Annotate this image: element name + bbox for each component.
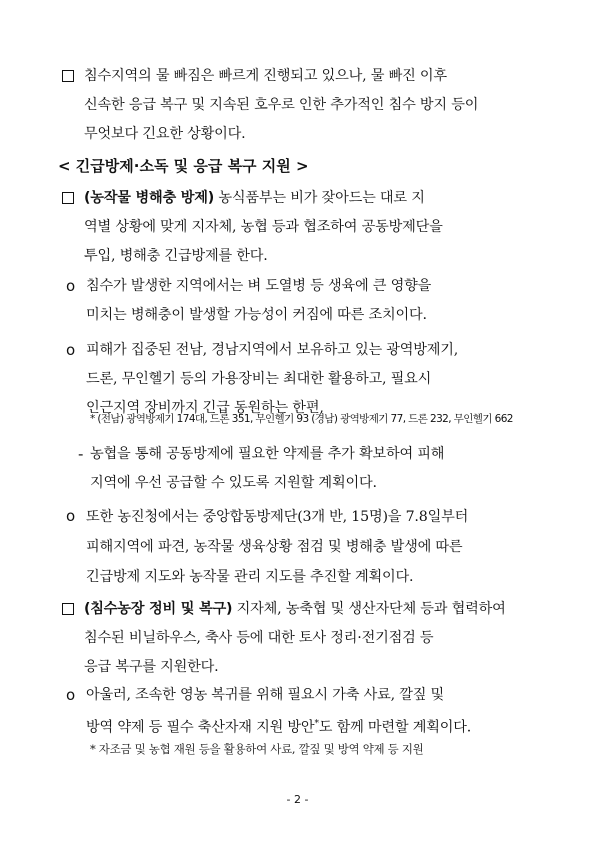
paragraph-pest-control-text: [84, 184, 443, 271]
text-line: 농식품부는 비가 잦아드는 대로 지: [214, 190, 425, 206]
text-line: 드론, 무인헬기 등의 가용장비는 최대한 활용하고, 필요시: [86, 371, 432, 387]
circle-bullet: o: [66, 341, 76, 359]
text-line: 침수지역의 물 빠짐은 빠르게 진행되고 있으나, 물 빠진 이후: [84, 68, 447, 84]
circle-bullet: o: [66, 507, 76, 525]
paragraph-farm-recovery: [62, 595, 506, 682]
paragraph-intro: [62, 62, 478, 149]
footnote-marker: *: [314, 719, 319, 729]
circle-bullet: o: [66, 277, 76, 295]
footnote-livestock: * 자조금 및 농협 재원 등을 활용하여 사료, 깔짚 및 방역 약제 등 지원: [90, 742, 424, 756]
text-line: 침수된 비닐하우스, 축사 등에 대한 토사 정리·전기점검 등: [84, 630, 434, 646]
text-line: 역별 상황에 맞게 지자체, 농협 등과 협조하여 공동방제단을: [84, 219, 443, 235]
paragraph-livestock: [66, 681, 471, 743]
text-line: 침수가 발생한 지역에서는 벼 도열병 등 생육에 큰 영향을: [86, 278, 432, 294]
text-line: 농협을 통해 공동방제에 필요한 약제를 추가 확보하여 피해: [90, 446, 445, 462]
paragraph-nonghyup: [78, 440, 444, 498]
footnote-equipment: * (전남) 광역방제기 174대, 드론 351, 무인헬기 93 (경남) 광역방제기 77, 드론 232, 무인헬기 662: [90, 413, 513, 425]
text-line: 아울러, 조속한 영농 복귀를 위해 필요시 가축 사료, 깔짚 및: [86, 687, 445, 703]
text-line: 인근지역 장비까지 긴급 동원하는 한편,: [86, 400, 324, 416]
text-line: 긴급방제 지도와 농작물 관리 지도를 추진할 계획이다.: [86, 569, 414, 585]
square-bullet-icon: [62, 70, 74, 82]
section-heading: < 긴급방제·소독 및 응급 복구 지원 >: [58, 157, 309, 175]
text-line: 방역 약제 등 필수 축산자재 지원 방안: [86, 719, 315, 736]
text-line: 신속한 응급 복구 및 지속된 호우로 인한 추가적인 침수 방지 등이: [84, 97, 479, 113]
bold-lead: (침수농장 정비 및 복구): [84, 601, 233, 617]
page-number: - 2 -: [286, 793, 309, 806]
text-line: 응급 복구를 지원한다.: [84, 659, 219, 675]
text-line: 지자체, 농축협 및 생산자단체 등과 협력하여: [232, 601, 506, 617]
circle-bullet: o: [66, 686, 76, 704]
bold-lead: (농작물 병해충 방제): [84, 190, 215, 206]
paragraph-livestock-text: [86, 681, 471, 743]
text-line: 미치는 병해충이 발생할 가능성이 커짐에 따른 조치이다.: [86, 307, 427, 323]
paragraph-intro-text: [84, 62, 478, 149]
text-line: 피해가 집중된 전남, 경남지역에서 보유하고 있는 광역방제기,: [86, 342, 459, 358]
text-line: 피해지역에 파견, 농작물 생육상황 점검 및 병해충 발생에 따른: [86, 539, 463, 555]
square-bullet-icon: [62, 192, 74, 204]
text-line: 도 함께 마련할 계획이다.: [318, 719, 472, 736]
text-line: 지역에 우선 공급할 수 있도록 지원할 계획이다.: [90, 475, 377, 491]
paragraph-reason: [66, 272, 431, 330]
dash-bullet: -: [78, 445, 84, 463]
paragraph-rda-text: [86, 502, 468, 592]
paragraph-nonghyup-text: [90, 440, 444, 498]
paragraph-farm-recovery-text: [84, 595, 506, 682]
text-line: 투입, 병해충 긴급방제를 한다.: [84, 248, 268, 264]
paragraph-pest-control: [62, 184, 443, 271]
text-line: 또한 농진청에서는 중앙합동방제단(3개 반, 15명)을 7.8일부터: [86, 509, 469, 525]
paragraph-rda: [66, 502, 468, 592]
text-line: 무엇보다 긴요한 상황이다.: [84, 126, 246, 142]
paragraph-reason-text: [86, 272, 431, 330]
square-bullet-icon: [62, 603, 74, 615]
